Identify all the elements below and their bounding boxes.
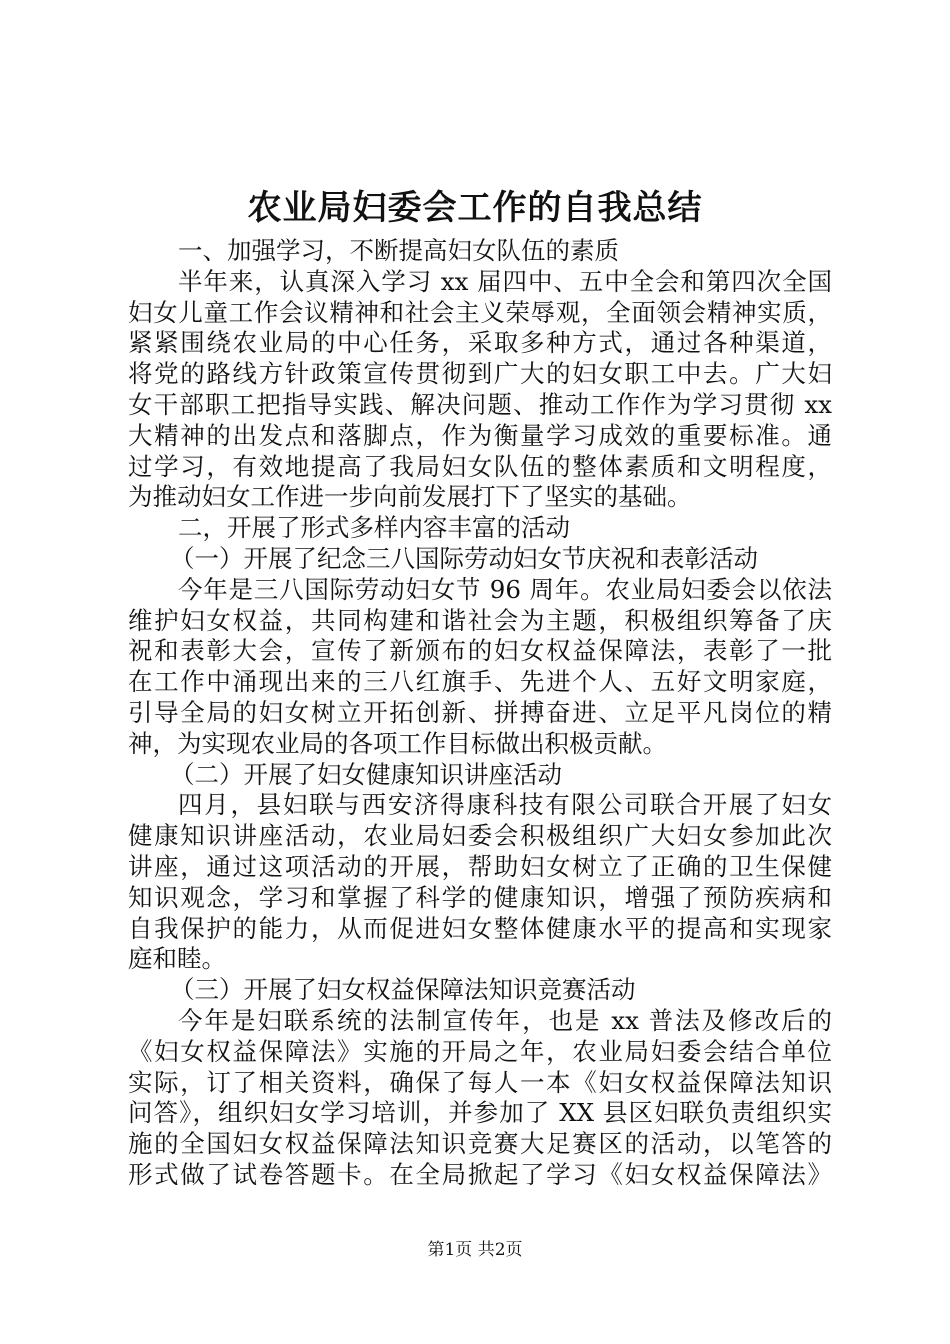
- text-line: 讲座，通过这项活动的开展，帮助妇女树立了正确的卫生保健: [128, 851, 832, 881]
- text-line: 女干部职工把指导实践、解决问题、推动工作作为学习贯彻 xx: [128, 389, 832, 419]
- subsection-heading: [128, 975, 832, 1006]
- text-line: 维护妇女权益，共同构建和谐社会为主题，积极组织筹备了庆: [128, 605, 832, 635]
- paragraph: [128, 1006, 832, 1191]
- text-line: 庭和睦。: [128, 944, 226, 974]
- page-indicator: 第1页 共2页: [427, 1240, 523, 1260]
- paragraph: [128, 267, 832, 513]
- text-line: 形式做了试卷答题卡。在全局掀起了学习《妇女权益保障法》: [128, 1159, 832, 1189]
- text-line: 《妇女权益保障法》实施的开局之年，农业局妇委会结合单位: [128, 1036, 832, 1066]
- text-line: 过学习，有效地提高了我局妇女队伍的整体素质和文明程度，: [128, 451, 832, 481]
- text-line: 在工作中涌现出来的三八红旗手、先进个人、五好文明家庭，: [128, 667, 832, 697]
- text-line: 引导全局的妇女树立开拓创新、拼搏奋进、立足平凡岗位的精: [128, 697, 832, 727]
- document-title: 农业局妇委会工作的自我总结: [247, 188, 703, 228]
- text-line: 为推动妇女工作进一步向前发展打下了坚实的基础。: [128, 482, 692, 512]
- subsection-heading: [128, 544, 832, 575]
- text-line: （二）开展了妇女健康知识讲座活动: [170, 759, 562, 789]
- document-body: [128, 236, 832, 1191]
- text-line: 一、加强学习，不断提高妇女队伍的素质: [178, 236, 619, 265]
- paragraph: [128, 790, 832, 975]
- text-line: 今年是妇联系统的法制宣传年，也是 xx 普法及修改后的: [178, 1005, 832, 1035]
- text-line: 紧紧围绕农业局的中心任务，采取多种方式，通过各种渠道，: [128, 328, 832, 358]
- section-heading: [128, 236, 832, 267]
- text-line: （一）开展了纪念三八国际劳动妇女节庆祝和表彰活动: [170, 543, 758, 573]
- text-line: 神，为实现农业局的各项工作目标做出积极贡献。: [128, 728, 667, 758]
- text-line: 半年来，认真深入学习 xx 届四中、五中全会和第四次全国: [178, 266, 832, 296]
- text-line: 二，开展了形式多样内容丰富的活动: [178, 513, 570, 543]
- text-line: 大精神的出发点和落脚点，作为衡量学习成效的重要标准。通: [128, 420, 832, 450]
- text-line: 健康知识讲座活动，农业局妇委会积极组织广大妇女参加此次: [128, 821, 832, 851]
- paragraph: [128, 575, 832, 760]
- text-line: 祝和表彰大会，宣传了新颁布的妇女权益保障法，表彰了一批: [128, 636, 832, 666]
- subsection-heading: [128, 760, 832, 791]
- text-line: 施的全国妇女权益保障法知识竞赛大足赛区的活动，以笔答的: [128, 1129, 832, 1159]
- text-line: （三）开展了妇女权益保障法知识竞赛活动: [170, 975, 636, 1005]
- text-line: 自我保护的能力，从而促进妇女整体健康水平的提高和实现家: [128, 913, 832, 943]
- text-line: 今年是三八国际劳动妇女节 96 周年。农业局妇委会以依法: [178, 574, 832, 604]
- text-line: 问答》，组织妇女学习培训，并参加了 XX 县区妇联负责组织实: [128, 1098, 832, 1128]
- section-heading: [128, 513, 832, 544]
- text-line: 实际，订了相关资料，确保了每人一本《妇女权益保障法知识: [128, 1067, 832, 1097]
- text-line: 妇女儿童工作会议精神和社会主义荣辱观，全面领会精神实质，: [128, 297, 832, 327]
- text-line: 四月，县妇联与西安济得康科技有限公司联合开展了妇女: [178, 790, 832, 820]
- text-line: 知识观念，学习和掌握了科学的健康知识，增强了预防疾病和: [128, 882, 832, 912]
- text-line: 将党的路线方针政策宣传贯彻到广大的妇女职工中去。广大妇: [128, 359, 832, 389]
